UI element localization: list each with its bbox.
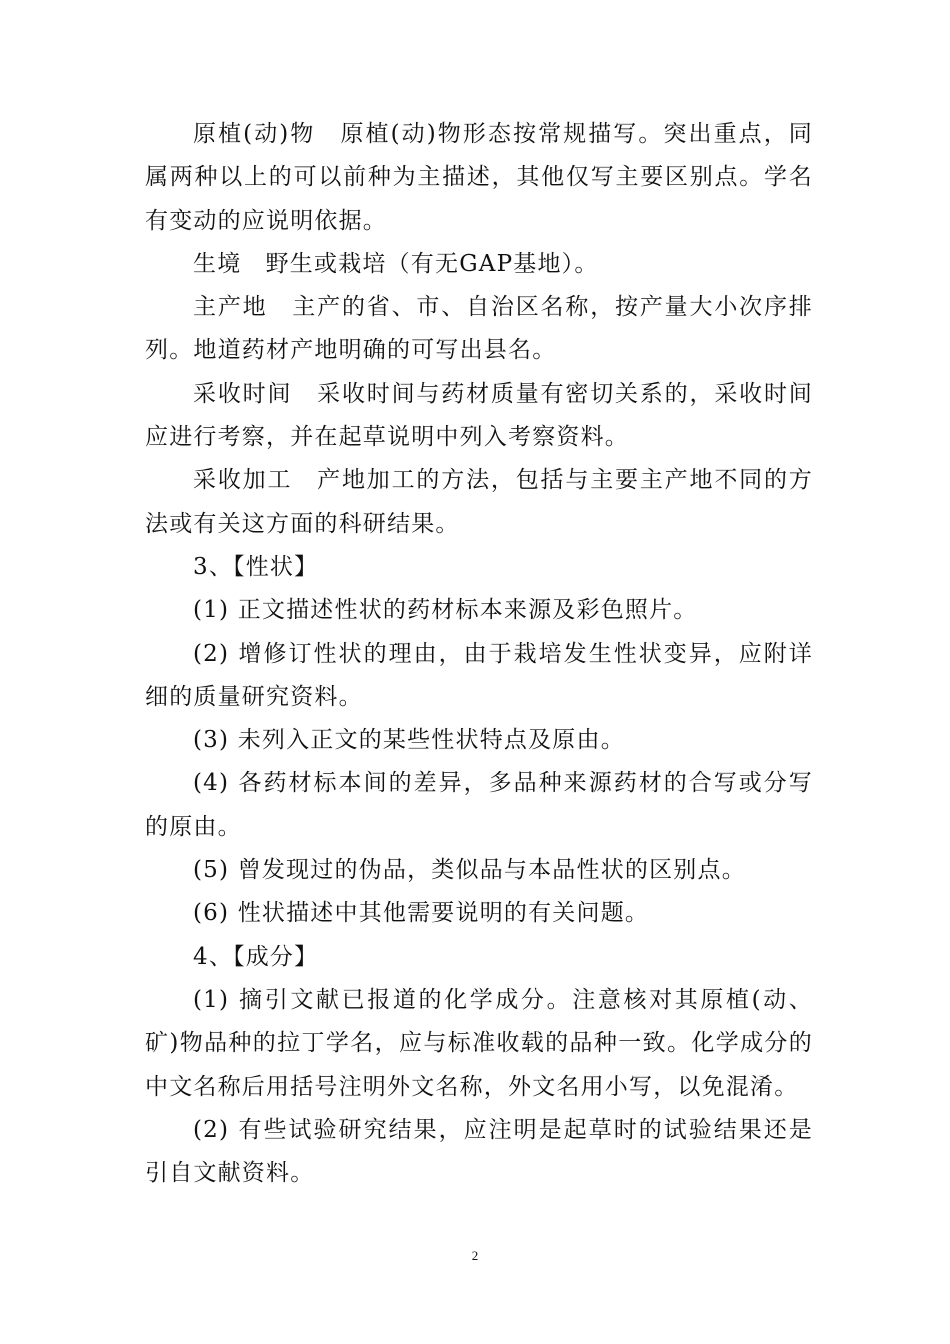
list-item: (1) 正文描述性状的药材标本来源及彩色照片。 xyxy=(193,597,698,624)
list-item: (2) 增修订性状的理由，由于栽培发生性状变异，应附详细的质量研究资料。 xyxy=(145,640,813,710)
paragraph-original-species: 原植(动)物 原植(动)物形态按常规描写。突出重点，同属两种以上的可以前种为主描述，其他仅写主要区别点。学名有变动的应说明依据。 xyxy=(145,121,813,234)
paragraph-harvest-processing: 采收加工 产地加工的方法，包括与主要主产地不同的方法或有关这方面的科研结果。 xyxy=(145,467,813,537)
paragraph-harvest-time: 采收时间 采收时间与药材质量有密切关系的，采收时间应进行考察，并在起草说明中列入考察资料。 xyxy=(145,380,813,451)
section-heading-constituents: 4、【成分】 xyxy=(193,943,319,970)
list-item: (5) 曾发现过的伪品，类似品与本品性状的区别点。 xyxy=(193,857,746,884)
list-item: (1) 摘引文献已报道的化学成分。注意核对其原植(动、矿)物品种的拉丁学名，应与标准收载的品种一致。化学成分的中文名称后用括号注明外文名称，外文名用小写，以免混淆。 xyxy=(145,986,813,1100)
section-heading-characteristics: 3、【性状】 xyxy=(193,553,319,580)
page-number: 2 xyxy=(471,1248,479,1263)
list-item: (4) 各药材标本间的差异，多品种来源药材的合写或分写的原由。 xyxy=(145,770,813,840)
page-body xyxy=(145,113,813,1195)
list-item: (3) 未列入正文的某些性状特点及原由。 xyxy=(193,727,625,754)
paragraph-habitat: 生境 野生或栽培（有无GAP基地）。 xyxy=(193,250,599,277)
list-item: (2) 有些试验研究结果，应注明是起草时的试验结果还是引自文献资料。 xyxy=(145,1116,813,1187)
list-item: (6) 性状描述中其他需要说明的有关问题。 xyxy=(193,900,650,927)
paragraph-main-origin: 主产地 主产的省、市、自治区名称，按产量大小次序排列。地道药材产地明确的可写出县名。 xyxy=(145,294,813,364)
